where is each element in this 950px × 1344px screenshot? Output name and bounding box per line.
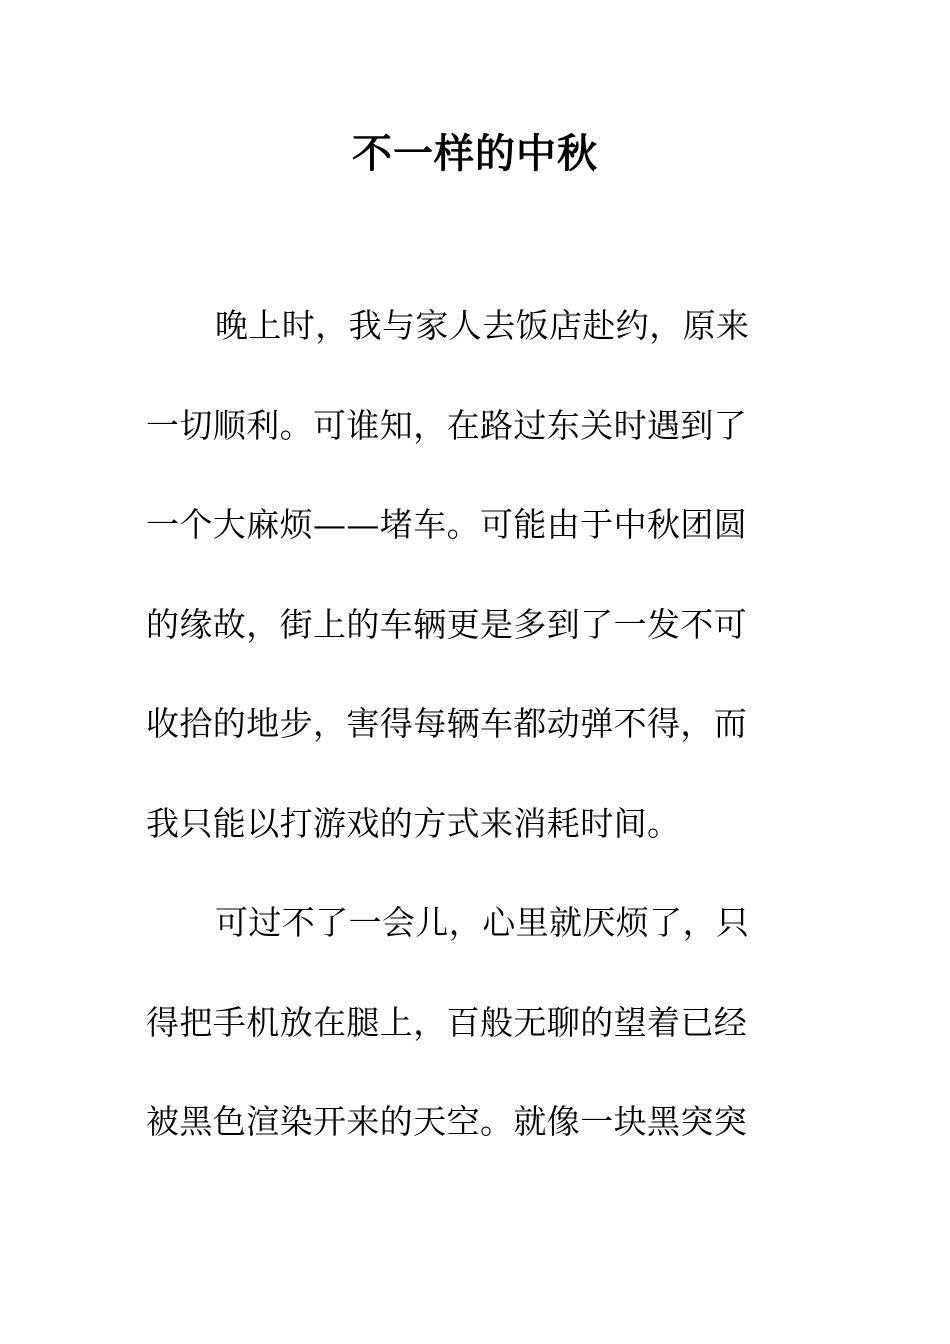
paragraph-line: 一切顺利。可谁知，在路过东关时遇到了 (146, 405, 748, 445)
paragraph-line: 被黑色渲染开来的天空。就像一块黑突突 (146, 1102, 748, 1141)
paragraph-line: 收拾的地步，害得每辆车都动弹不得，而 (146, 704, 748, 743)
document-title: 不一样的中秋 (352, 130, 598, 177)
paragraph-line: 一个大麻烦——堵车。可能由于中秋团圆 (146, 505, 748, 544)
paragraph-line: 的缘故，街上的车辆更是多到了一发不可 (146, 604, 748, 644)
paragraph-line: 可过不了一会儿，心里就厌烦了，只 (215, 903, 750, 942)
paragraph-line: 我只能以打游戏的方式来消耗时间。 (146, 803, 681, 843)
paragraph-line: 得把手机放在腿上，百般无聊的望着已经 (146, 1002, 748, 1042)
document-body (146, 300, 786, 1196)
paragraph-line: 晚上时，我与家人去饭店赴约，原来 (215, 306, 750, 345)
